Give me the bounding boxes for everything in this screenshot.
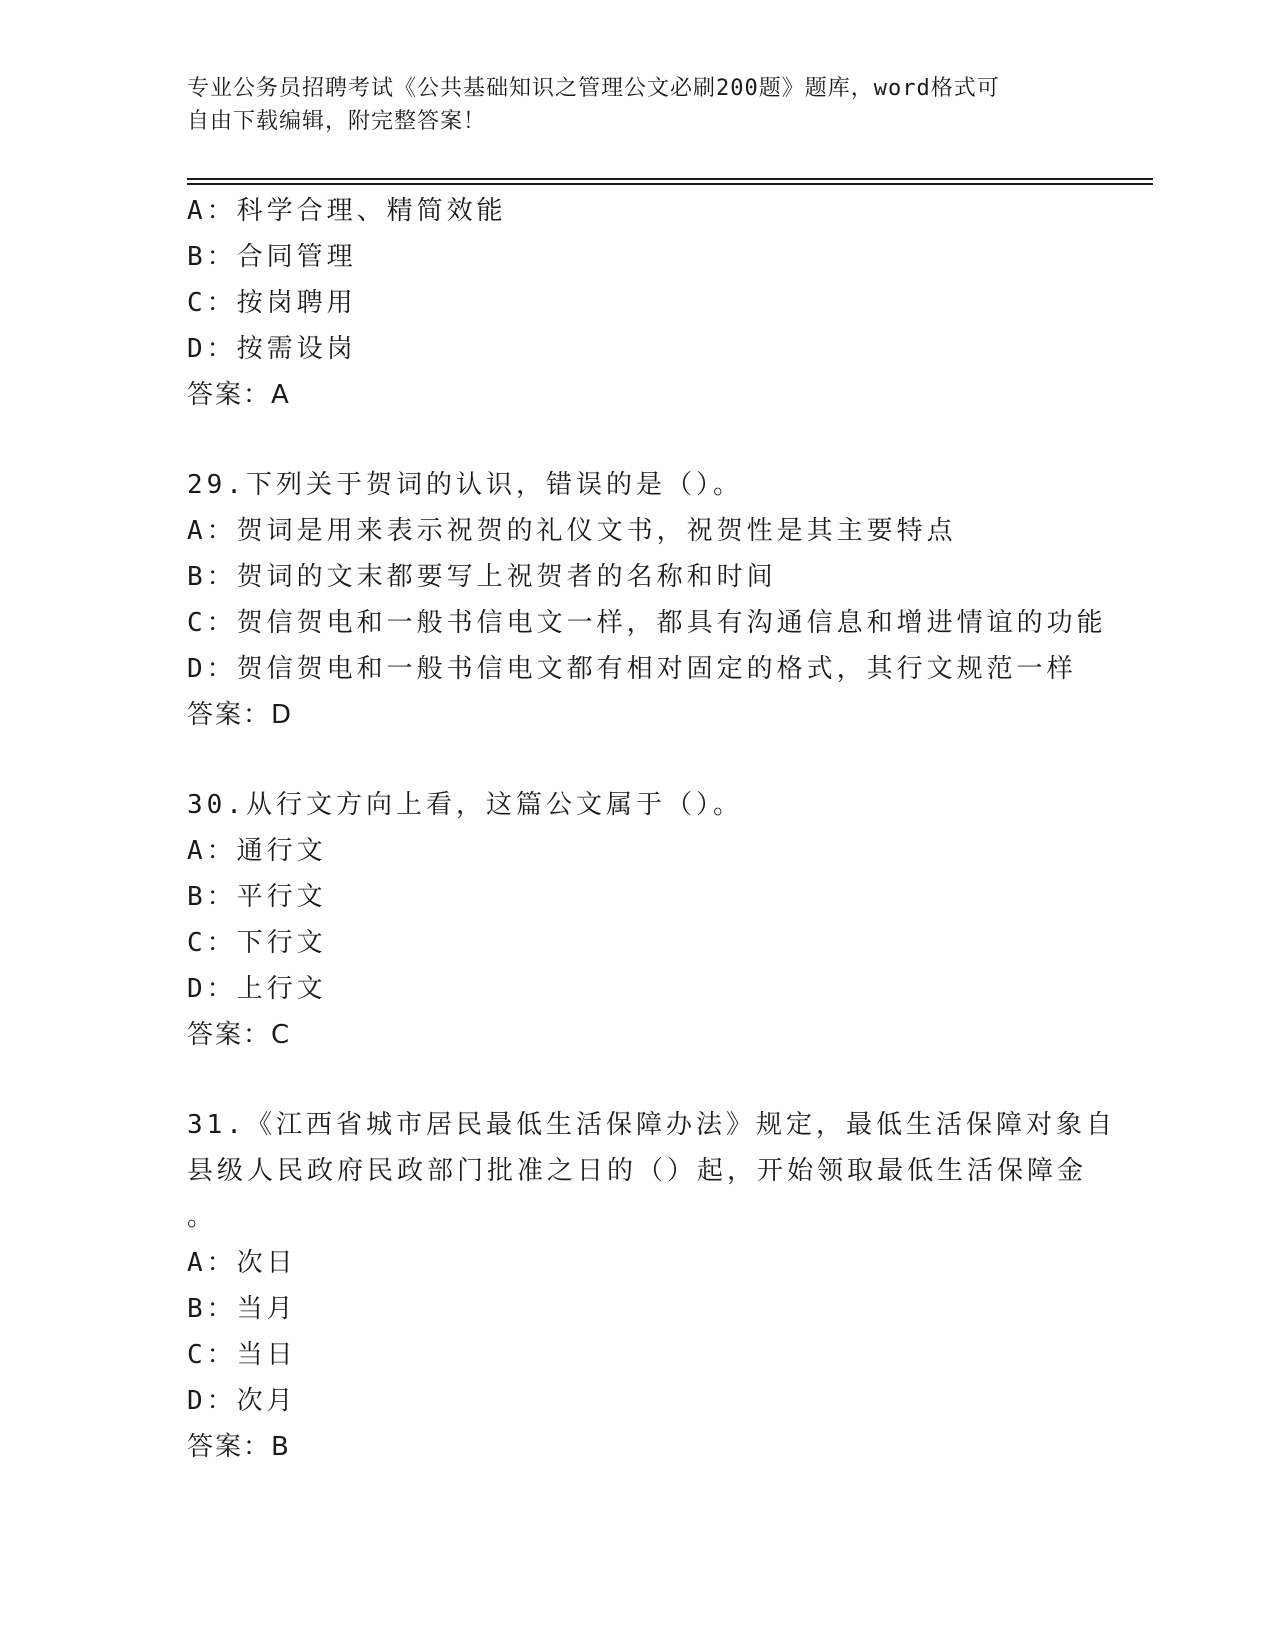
option-a: A：次日 xyxy=(187,1248,297,1278)
question-stem-line-1: 31.《江西省城市居民最低生活保障办法》规定，最低生活保障对象自 xyxy=(187,1110,1116,1140)
option-c: C：当日 xyxy=(187,1340,297,1370)
answer-line: 答案：A xyxy=(187,380,291,410)
header-line-2: 自由下载编辑，附完整答案！ xyxy=(187,109,487,134)
question-stem: 29.下列关于贺词的认识，错误的是（）。 xyxy=(187,470,743,500)
question-spacer xyxy=(187,418,1087,462)
question-spacer xyxy=(187,1058,1087,1102)
question-31 xyxy=(187,1102,1116,1470)
option-b: B：当月 xyxy=(187,1294,297,1324)
option-b: B：合同管理 xyxy=(187,242,357,272)
option-d: D：按需设岗 xyxy=(187,334,357,364)
option-d: D：贺信贺电和一般书信电文都有相对固定的格式，其行文规范一样 xyxy=(187,654,1077,684)
question-29 xyxy=(187,462,1107,738)
question-30 xyxy=(187,782,1087,1058)
question-28 xyxy=(187,188,1087,418)
document-header xyxy=(187,72,1087,138)
question-list xyxy=(187,188,1116,1470)
header-divider-bottom xyxy=(187,183,1153,185)
answer-line: 答案：C xyxy=(187,1020,292,1050)
option-a: A：科学合理、精简效能 xyxy=(187,196,507,226)
option-b: B：平行文 xyxy=(187,882,327,912)
question-stem: 30.从行文方向上看，这篇公文属于（）。 xyxy=(187,790,743,820)
option-b: B：贺词的文末都要写上祝贺者的名称和时间 xyxy=(187,562,777,592)
header-divider-top xyxy=(187,178,1153,180)
question-spacer xyxy=(187,738,1087,782)
option-c: C：下行文 xyxy=(187,928,327,958)
answer-line: 答案：D xyxy=(187,700,294,730)
option-a: A：贺词是用来表示祝贺的礼仪文书，祝贺性是其主要特点 xyxy=(187,516,957,546)
option-c: C：按岗聘用 xyxy=(187,288,357,318)
option-a: A：通行文 xyxy=(187,836,327,866)
option-d: D：上行文 xyxy=(187,974,327,1004)
answer-line: 答案：B xyxy=(187,1432,291,1462)
option-c: C：贺信贺电和一般书信电文一样，都具有沟通信息和增进情谊的功能 xyxy=(187,608,1107,638)
header-line-1: 专业公务员招聘考试《公共基础知识之管理公文必刷200题》题库，word格式可 xyxy=(187,76,1000,101)
question-stem-line-3: 。 xyxy=(187,1202,218,1232)
question-stem-line-2: 县级人民政府民政部门批准之日的（）起，开始领取最低生活保障金 xyxy=(187,1156,1088,1186)
option-d: D：次月 xyxy=(187,1386,297,1416)
